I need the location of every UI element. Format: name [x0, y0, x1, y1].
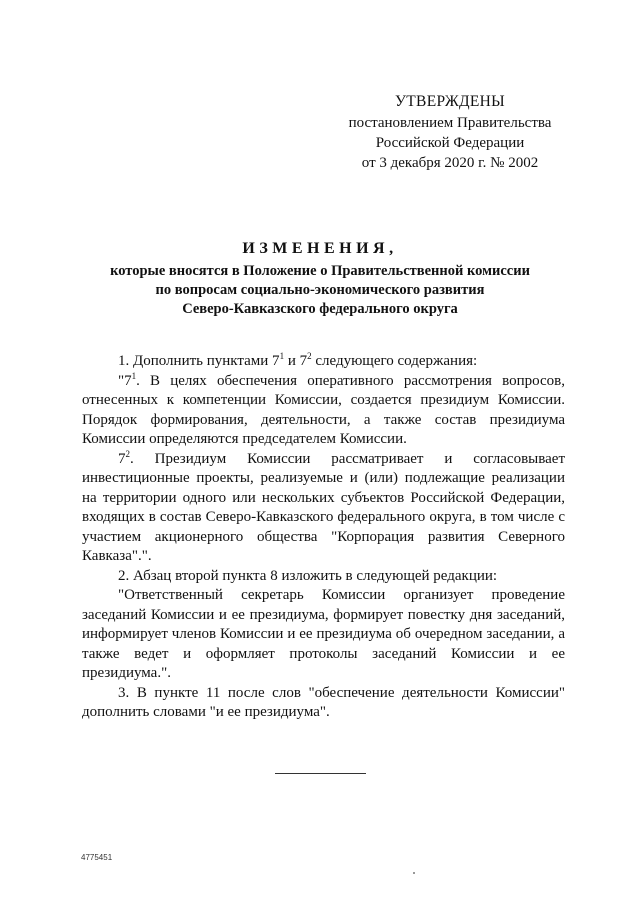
scan-dot: [413, 872, 415, 874]
subtitle-line-2: по вопросам социально-экономического развития: [155, 282, 485, 298]
document-number: 4775451: [81, 853, 113, 862]
approval-stamp: [340, 92, 560, 173]
superscript: 1: [131, 370, 137, 381]
document-subtitle: [95, 262, 545, 319]
item-2-text: "Ответственный секретарь Комиссии организует проведение заседаний Комиссии и ее президиума, формирует повестку дня заседаний, информирует членов Комиссии и ее президиума об очередном заседании, а также ведет и оформляет протоколы заседаний Комиссии и ее президиума.".: [82, 587, 565, 681]
paragraph-7-1-text: . В целях обеспечения оперативного рассмотрения вопросов, отнесенных к компетенции Комиссии, создается президиум Комиссии. Порядок формирования, деятельности, а также состав президиума Комиссии определяются председателем Комиссии.: [82, 372, 565, 447]
superscript: 1: [279, 351, 285, 361]
subtitle-line-3: Северо-Кавказского федерального округа: [182, 301, 458, 317]
paragraph-7-2: [82, 450, 565, 567]
approval-line-1: постановлением Правительства: [348, 115, 552, 131]
paragraph-7-1: [82, 372, 565, 450]
paragraph-7-2-number: 7: [118, 450, 126, 467]
document-body: [82, 352, 565, 723]
superscript: 2: [125, 448, 130, 459]
item-1-intro-mid: и 7: [284, 353, 308, 369]
item-1-intro: [82, 352, 565, 372]
item-2-intro: 2. Абзац второй пункта 8 изложить в следующей редакции:: [118, 567, 498, 584]
item-1-intro-text: 1. Дополнить пунктами 7: [118, 353, 280, 369]
closing-rule: [275, 773, 366, 774]
approval-line-3: от 3 декабря 2020 г. № 2002: [361, 155, 539, 171]
paragraph-7-1-number: "7: [118, 372, 132, 389]
paragraph-7-2-text: . Президиум Комиссии рассматривает и согласовывает инвестиционные проекты, реализуемые и (или) подлежащие реализации на территории одного или нескольких субъектов Российской Федерации, входящих в состав Северо-Кавказского федерального округа, в том числе с участием акционерного общества "Корпорация развития Северного Кавказа".".: [82, 450, 565, 564]
superscript: 2: [307, 351, 312, 361]
subtitle-line-1: которые вносятся в Положение о Правительственной комиссии: [110, 263, 530, 279]
approval-line-2: Российской Федерации: [375, 135, 525, 151]
document-title: ИЗМЕНЕНИЯ,: [242, 240, 398, 257]
approval-heading: УТВЕРЖДЕНЫ: [395, 93, 505, 110]
item-3-text: 3. В пункте 11 после слов "обеспечение деятельности Комиссии" дополнить словами "и ее президиума".: [82, 684, 565, 720]
item-1-intro-post: следующего содержания:: [311, 353, 478, 369]
